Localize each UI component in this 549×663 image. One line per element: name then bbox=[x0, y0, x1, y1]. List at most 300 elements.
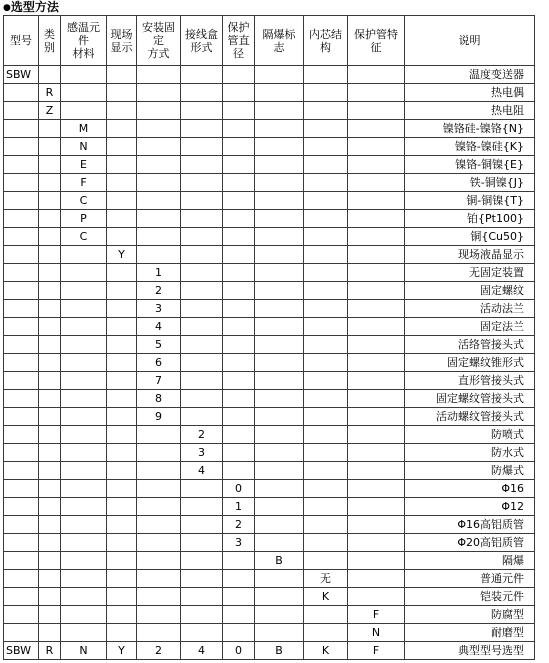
code-cell bbox=[4, 480, 39, 498]
table-row bbox=[4, 480, 535, 498]
code-cell bbox=[223, 318, 255, 336]
code-cell bbox=[304, 462, 348, 480]
code-cell bbox=[4, 84, 39, 102]
code-cell bbox=[107, 426, 137, 444]
code-cell bbox=[4, 462, 39, 480]
code-cell bbox=[4, 426, 39, 444]
code-cell bbox=[304, 228, 348, 246]
code-cell bbox=[107, 444, 137, 462]
code-cell bbox=[223, 426, 255, 444]
code-cell bbox=[39, 192, 61, 210]
table-row bbox=[4, 570, 535, 588]
description-cell: Φ16高铝质管 bbox=[405, 516, 535, 534]
code-cell bbox=[181, 570, 223, 588]
table-row bbox=[4, 624, 535, 642]
code-cell bbox=[107, 192, 137, 210]
code-cell bbox=[304, 336, 348, 354]
code-cell bbox=[255, 624, 304, 642]
code-cell bbox=[4, 210, 39, 228]
code-cell bbox=[4, 156, 39, 174]
code-cell bbox=[39, 210, 61, 228]
column-header: 说明 bbox=[405, 16, 535, 66]
code-cell bbox=[348, 552, 405, 570]
code-cell: Y bbox=[107, 246, 137, 264]
code-cell bbox=[348, 84, 405, 102]
code-cell bbox=[61, 390, 107, 408]
code-cell bbox=[39, 408, 61, 426]
code-cell bbox=[348, 246, 405, 264]
table-row bbox=[4, 156, 535, 174]
table-row bbox=[4, 192, 535, 210]
code-cell bbox=[223, 552, 255, 570]
code-cell bbox=[61, 498, 107, 516]
code-cell bbox=[304, 300, 348, 318]
code-cell bbox=[107, 300, 137, 318]
code-cell bbox=[181, 102, 223, 120]
code-cell bbox=[181, 318, 223, 336]
code-cell bbox=[4, 444, 39, 462]
code-cell bbox=[348, 300, 405, 318]
code-cell bbox=[304, 318, 348, 336]
description-cell: 活动法兰 bbox=[405, 300, 535, 318]
code-cell bbox=[107, 336, 137, 354]
code-cell bbox=[39, 624, 61, 642]
code-cell bbox=[223, 300, 255, 318]
description-cell: 防爆式 bbox=[405, 462, 535, 480]
code-cell bbox=[61, 462, 107, 480]
code-cell bbox=[304, 210, 348, 228]
code-cell bbox=[181, 120, 223, 138]
code-cell bbox=[255, 102, 304, 120]
description-cell: 固定法兰 bbox=[405, 318, 535, 336]
code-cell bbox=[137, 570, 181, 588]
code-cell bbox=[223, 210, 255, 228]
code-cell bbox=[4, 174, 39, 192]
code-cell bbox=[255, 84, 304, 102]
code-cell bbox=[4, 624, 39, 642]
code-cell bbox=[4, 552, 39, 570]
code-cell bbox=[348, 390, 405, 408]
code-cell bbox=[255, 228, 304, 246]
code-cell bbox=[137, 588, 181, 606]
code-cell bbox=[39, 318, 61, 336]
code-cell bbox=[4, 516, 39, 534]
description-cell: 热电阻 bbox=[405, 102, 535, 120]
code-cell: 2 bbox=[137, 282, 181, 300]
code-cell bbox=[348, 588, 405, 606]
code-cell bbox=[61, 300, 107, 318]
code-cell bbox=[39, 66, 61, 84]
code-cell bbox=[107, 318, 137, 336]
code-cell bbox=[39, 606, 61, 624]
code-cell bbox=[348, 570, 405, 588]
code-cell bbox=[137, 66, 181, 84]
code-cell bbox=[39, 282, 61, 300]
column-header: 安装固 定 方式 bbox=[137, 16, 181, 66]
code-cell bbox=[107, 570, 137, 588]
code-cell: 3 bbox=[181, 444, 223, 462]
code-cell bbox=[255, 282, 304, 300]
table-row bbox=[4, 210, 535, 228]
code-cell bbox=[39, 588, 61, 606]
code-cell bbox=[137, 498, 181, 516]
code-cell bbox=[107, 210, 137, 228]
code-cell bbox=[107, 480, 137, 498]
code-cell bbox=[39, 516, 61, 534]
code-cell bbox=[4, 264, 39, 282]
code-cell bbox=[181, 498, 223, 516]
code-cell bbox=[255, 498, 304, 516]
description-cell: 隔爆 bbox=[405, 552, 535, 570]
code-cell bbox=[348, 210, 405, 228]
table-row bbox=[4, 588, 535, 606]
code-cell bbox=[304, 390, 348, 408]
code-cell bbox=[61, 66, 107, 84]
code-cell bbox=[181, 534, 223, 552]
code-cell bbox=[304, 120, 348, 138]
code-cell bbox=[348, 444, 405, 462]
code-cell bbox=[255, 354, 304, 372]
section-title-text: 选型方法 bbox=[10, 0, 59, 14]
code-cell bbox=[39, 372, 61, 390]
code-cell bbox=[348, 462, 405, 480]
table-row bbox=[4, 300, 535, 318]
code-cell bbox=[137, 84, 181, 102]
code-cell bbox=[61, 588, 107, 606]
code-cell bbox=[107, 390, 137, 408]
code-cell bbox=[255, 372, 304, 390]
code-cell bbox=[4, 408, 39, 426]
code-cell bbox=[304, 606, 348, 624]
code-cell bbox=[39, 336, 61, 354]
code-cell bbox=[181, 624, 223, 642]
code-cell: 3 bbox=[223, 534, 255, 552]
code-cell bbox=[39, 570, 61, 588]
code-cell bbox=[223, 588, 255, 606]
code-cell bbox=[137, 138, 181, 156]
table-row bbox=[4, 282, 535, 300]
code-cell bbox=[348, 318, 405, 336]
code-cell bbox=[39, 498, 61, 516]
table-row bbox=[4, 426, 535, 444]
code-cell bbox=[107, 156, 137, 174]
code-cell: E bbox=[61, 156, 107, 174]
code-cell bbox=[348, 66, 405, 84]
code-cell bbox=[137, 444, 181, 462]
code-cell bbox=[39, 552, 61, 570]
code-cell: 0 bbox=[223, 642, 255, 660]
code-cell: Z bbox=[39, 102, 61, 120]
code-cell bbox=[107, 498, 137, 516]
code-cell bbox=[61, 570, 107, 588]
description-cell: 现场液晶显示 bbox=[405, 246, 535, 264]
table-row bbox=[4, 606, 535, 624]
code-cell bbox=[223, 606, 255, 624]
code-cell bbox=[107, 84, 137, 102]
code-cell bbox=[348, 192, 405, 210]
description-cell: 铠装元件 bbox=[405, 588, 535, 606]
description-cell: 固定螺纹 bbox=[405, 282, 535, 300]
table-row bbox=[4, 246, 535, 264]
code-cell bbox=[4, 606, 39, 624]
code-cell bbox=[137, 462, 181, 480]
code-cell bbox=[181, 354, 223, 372]
code-cell bbox=[255, 156, 304, 174]
description-cell: 固定螺纹管接头式 bbox=[405, 390, 535, 408]
code-cell: 6 bbox=[137, 354, 181, 372]
table-row bbox=[4, 444, 535, 462]
code-cell bbox=[107, 552, 137, 570]
code-cell bbox=[181, 588, 223, 606]
code-cell bbox=[304, 138, 348, 156]
code-cell bbox=[4, 390, 39, 408]
description-cell: 防水式 bbox=[405, 444, 535, 462]
code-cell bbox=[181, 372, 223, 390]
code-cell bbox=[223, 282, 255, 300]
code-cell bbox=[255, 300, 304, 318]
code-cell bbox=[39, 120, 61, 138]
code-cell bbox=[4, 246, 39, 264]
description-cell: 镍铬硅-镍铬{N} bbox=[405, 120, 535, 138]
code-cell bbox=[255, 570, 304, 588]
code-cell bbox=[348, 354, 405, 372]
code-cell bbox=[223, 66, 255, 84]
code-cell: SBW bbox=[4, 642, 39, 660]
description-cell: 温度变送器 bbox=[405, 66, 535, 84]
code-cell bbox=[181, 282, 223, 300]
table-row bbox=[4, 264, 535, 282]
code-cell bbox=[255, 516, 304, 534]
code-cell bbox=[304, 624, 348, 642]
description-cell: 直形管接头式 bbox=[405, 372, 535, 390]
code-cell bbox=[39, 246, 61, 264]
code-cell: 2 bbox=[181, 426, 223, 444]
code-cell bbox=[255, 192, 304, 210]
code-cell bbox=[181, 66, 223, 84]
code-cell bbox=[61, 444, 107, 462]
code-cell bbox=[39, 156, 61, 174]
description-cell: 固定螺纹锥形式 bbox=[405, 354, 535, 372]
code-cell bbox=[255, 534, 304, 552]
code-cell: 1 bbox=[223, 498, 255, 516]
code-cell bbox=[223, 264, 255, 282]
column-header: 型号 bbox=[4, 16, 39, 66]
code-cell bbox=[181, 390, 223, 408]
code-cell: 0 bbox=[223, 480, 255, 498]
code-cell bbox=[255, 66, 304, 84]
table-row bbox=[4, 102, 535, 120]
code-cell bbox=[255, 606, 304, 624]
description-cell: Φ12 bbox=[405, 498, 535, 516]
code-cell bbox=[137, 120, 181, 138]
code-cell bbox=[181, 156, 223, 174]
code-cell: Y bbox=[107, 642, 137, 660]
code-cell bbox=[348, 372, 405, 390]
code-cell bbox=[304, 282, 348, 300]
code-cell bbox=[107, 138, 137, 156]
table-row bbox=[4, 138, 535, 156]
code-cell bbox=[348, 498, 405, 516]
code-cell bbox=[181, 552, 223, 570]
code-cell bbox=[348, 282, 405, 300]
code-cell bbox=[348, 228, 405, 246]
code-cell bbox=[181, 408, 223, 426]
code-cell bbox=[223, 570, 255, 588]
code-cell bbox=[304, 372, 348, 390]
code-cell bbox=[137, 174, 181, 192]
code-cell bbox=[255, 480, 304, 498]
code-cell bbox=[107, 174, 137, 192]
code-cell bbox=[255, 264, 304, 282]
code-cell bbox=[39, 534, 61, 552]
code-cell bbox=[223, 156, 255, 174]
code-cell bbox=[4, 498, 39, 516]
code-cell bbox=[39, 426, 61, 444]
code-cell bbox=[223, 408, 255, 426]
code-cell: 9 bbox=[137, 408, 181, 426]
code-cell: 7 bbox=[137, 372, 181, 390]
code-cell bbox=[4, 102, 39, 120]
code-cell bbox=[39, 390, 61, 408]
code-cell bbox=[223, 228, 255, 246]
code-cell bbox=[39, 228, 61, 246]
code-cell bbox=[255, 318, 304, 336]
code-cell bbox=[181, 84, 223, 102]
code-cell bbox=[107, 120, 137, 138]
code-cell: 无 bbox=[304, 570, 348, 588]
code-cell bbox=[107, 462, 137, 480]
code-cell bbox=[181, 138, 223, 156]
code-cell bbox=[137, 210, 181, 228]
table-row bbox=[4, 174, 535, 192]
code-cell bbox=[348, 156, 405, 174]
code-cell bbox=[223, 246, 255, 264]
code-cell bbox=[137, 480, 181, 498]
code-cell bbox=[61, 282, 107, 300]
code-cell bbox=[304, 534, 348, 552]
code-cell bbox=[255, 120, 304, 138]
code-cell: 3 bbox=[137, 300, 181, 318]
code-cell bbox=[107, 66, 137, 84]
code-cell: C bbox=[61, 192, 107, 210]
code-cell bbox=[348, 480, 405, 498]
code-cell: 4 bbox=[137, 318, 181, 336]
code-cell bbox=[348, 264, 405, 282]
code-cell bbox=[255, 336, 304, 354]
code-cell bbox=[107, 606, 137, 624]
code-cell: 4 bbox=[181, 462, 223, 480]
code-cell bbox=[137, 228, 181, 246]
table-row bbox=[4, 498, 535, 516]
description-cell: 镍铬-铜镍{E} bbox=[405, 156, 535, 174]
code-cell bbox=[61, 624, 107, 642]
code-cell bbox=[304, 156, 348, 174]
code-cell bbox=[223, 336, 255, 354]
description-cell: 铂{Pt100} bbox=[405, 210, 535, 228]
description-cell: 铜-铜镍{T} bbox=[405, 192, 535, 210]
code-cell bbox=[223, 624, 255, 642]
code-cell: F bbox=[348, 606, 405, 624]
code-cell bbox=[107, 354, 137, 372]
code-cell bbox=[348, 120, 405, 138]
section-title bbox=[3, 0, 59, 15]
code-cell bbox=[255, 246, 304, 264]
code-cell bbox=[4, 318, 39, 336]
code-cell bbox=[107, 408, 137, 426]
column-header: 类 别 bbox=[39, 16, 61, 66]
code-cell bbox=[4, 228, 39, 246]
code-cell bbox=[4, 300, 39, 318]
code-cell bbox=[223, 84, 255, 102]
code-cell bbox=[304, 174, 348, 192]
code-cell bbox=[61, 84, 107, 102]
code-cell bbox=[348, 174, 405, 192]
code-cell bbox=[255, 444, 304, 462]
code-cell bbox=[223, 462, 255, 480]
code-cell bbox=[107, 282, 137, 300]
code-cell bbox=[137, 246, 181, 264]
code-cell: N bbox=[348, 624, 405, 642]
example-row bbox=[4, 642, 535, 660]
table-row bbox=[4, 462, 535, 480]
code-cell bbox=[39, 480, 61, 498]
code-cell: 4 bbox=[181, 642, 223, 660]
code-cell bbox=[61, 426, 107, 444]
code-cell bbox=[223, 102, 255, 120]
code-cell bbox=[137, 516, 181, 534]
description-cell: 防喷式 bbox=[405, 426, 535, 444]
code-cell: 2 bbox=[137, 642, 181, 660]
code-cell: K bbox=[304, 588, 348, 606]
code-cell bbox=[181, 174, 223, 192]
description-cell: Φ20高铝质管 bbox=[405, 534, 535, 552]
code-cell bbox=[304, 102, 348, 120]
code-cell bbox=[181, 210, 223, 228]
description-cell: 活络管接头式 bbox=[405, 336, 535, 354]
code-cell bbox=[107, 588, 137, 606]
description-cell: 无固定装置 bbox=[405, 264, 535, 282]
code-cell bbox=[61, 354, 107, 372]
code-cell bbox=[39, 300, 61, 318]
code-cell bbox=[255, 174, 304, 192]
code-cell bbox=[4, 588, 39, 606]
description-cell: 镍铬-镍硅{K} bbox=[405, 138, 535, 156]
code-cell bbox=[181, 480, 223, 498]
code-cell: M bbox=[61, 120, 107, 138]
code-cell bbox=[348, 336, 405, 354]
column-header: 接线盒 形式 bbox=[181, 16, 223, 66]
code-cell bbox=[304, 408, 348, 426]
code-cell bbox=[223, 174, 255, 192]
code-cell bbox=[61, 102, 107, 120]
code-cell bbox=[255, 426, 304, 444]
code-cell bbox=[181, 264, 223, 282]
code-cell: R bbox=[39, 642, 61, 660]
code-cell bbox=[61, 336, 107, 354]
code-cell bbox=[61, 408, 107, 426]
code-cell bbox=[4, 120, 39, 138]
code-cell bbox=[4, 192, 39, 210]
description-cell: 普通元件 bbox=[405, 570, 535, 588]
code-cell bbox=[61, 552, 107, 570]
column-header: 现场 显示 bbox=[107, 16, 137, 66]
code-cell bbox=[137, 534, 181, 552]
code-cell bbox=[181, 228, 223, 246]
code-cell bbox=[61, 534, 107, 552]
code-cell bbox=[348, 426, 405, 444]
code-cell bbox=[4, 354, 39, 372]
code-cell bbox=[304, 66, 348, 84]
